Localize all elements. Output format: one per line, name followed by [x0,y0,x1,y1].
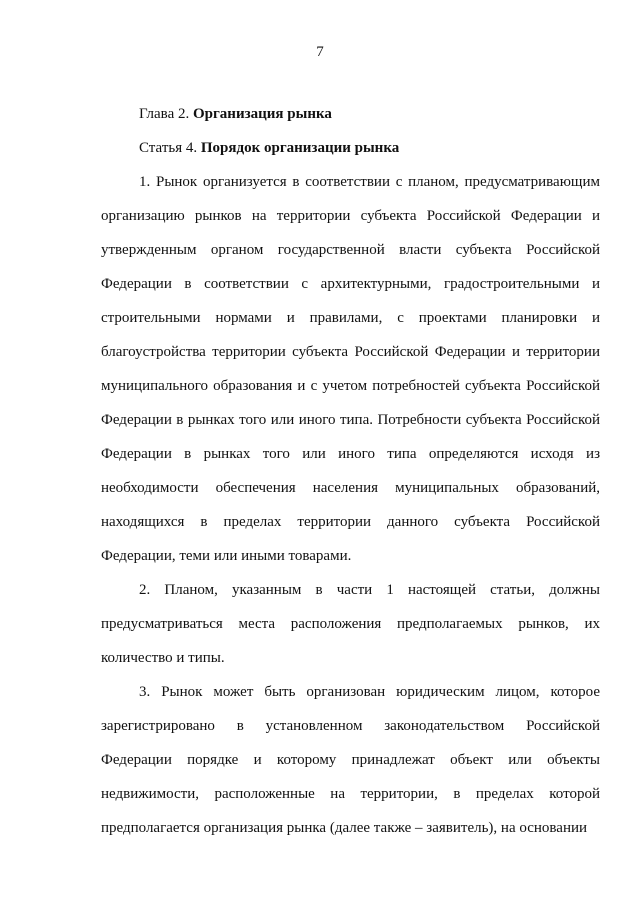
document-body [101,97,600,845]
paragraph-1: 1. Рынок организуется в соответствии с планом, предусматривающим организацию рынков на территории субъекта Российской Федерации и утвержденным органом государственной власти субъекта Российской Федерации в соответствии с архитектурными, градостроительными и строительными нормами и правилами, с проектами планировки и благоустройства территории субъекта Российской Федерации и территории муниципального образования и с учетом потребностей субъекта Российской Федерации в рынках того или иного типа. Потребности субъекта Российской Федерации в рынках того или иного типа определяются исходя из необходимости обеспечения населения муниципальных образований, находящихся в пределах территории данного субъекта Российской Федерации, теми или иными товарами. [101,174,600,564]
chapter-prefix: Глава 2. [139,106,190,122]
article-prefix: Статья 4. [139,140,198,156]
paragraph-3: 3. Рынок может быть организован юридическим лицом, которое зарегистрировано в установленном законодательством Российской Федерации порядке и которому принадлежат объект или объекты недвижимости, расположенные на территории, в пределах которой предполагается организация рынка (далее также – заявитель), на основании [101,684,600,836]
article-title: Порядок организации рынка [200,140,400,156]
paragraph-2: 2. Планом, указанным в части 1 настоящей статьи, должны предусматриваться места расположения предполагаемых рынков, их количество и типы. [101,582,600,666]
chapter-heading [101,97,600,131]
page-number: 7 [316,44,324,60]
article-heading [101,131,600,165]
chapter-title: Организация рынка [192,106,332,122]
